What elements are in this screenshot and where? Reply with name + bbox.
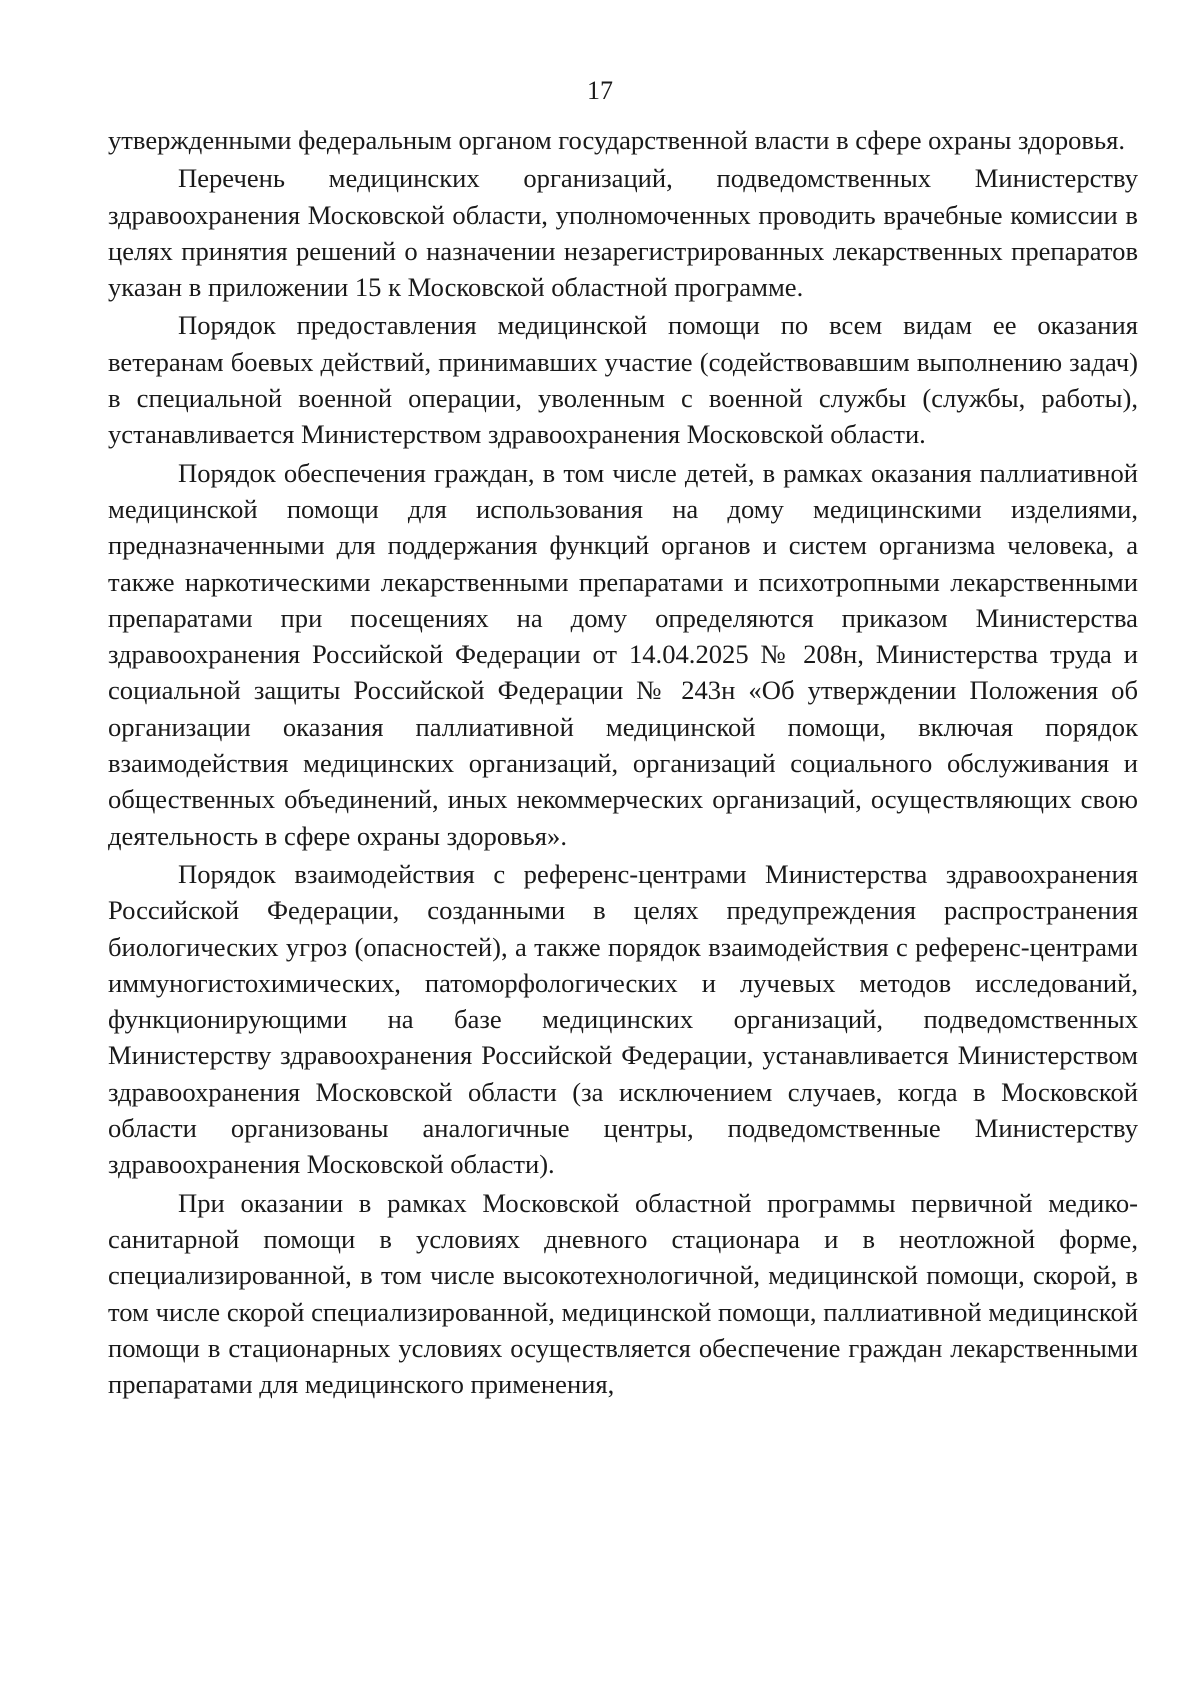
- paragraph-veterans-care: Порядок предоставления медицинской помощи по всем видам ее оказания ветеранам боевых действий, принимавших участие (содействовавшим выполнению задач) в специальной военной операции, уволенным с военной службы (службы, работы), устанавливается Министерством здравоохранения Московской области.: [108, 310, 1138, 450]
- document-body: [108, 122, 1138, 1402]
- paragraph-palliative-supply: Порядок обеспечения граждан, в том числе детей, в рамках оказания паллиативной медицинской помощи для использования на дому медицинскими изделиями, предназначенными для поддержания функций органов и систем организма человека, а также наркотическими лекарственными препаратами и психотропными лекарственными препаратами при посещениях на дому определяются приказом Министерства здравоохранения Российской Федерации от 14.04.2025 № 208н, Министерства труда и социальной защиты Российской Федерации № 243н «Об утверждении Положения об организации оказания паллиативной медицинской помощи, включая порядок взаимодействия медицинских организаций, организаций социального обслуживания и общественных объединений, иных некоммерческих организаций, осуществляющих свою деятельность в сфере охраны здоровья».: [108, 457, 1138, 851]
- paragraph-continuation: утвержденными федеральным органом государственной власти в сфере охраны здоровья.: [108, 125, 1125, 155]
- paragraph-drug-provision: При оказании в рамках Московской областной программы первичной медико-санитарной помощи в условиях дневного стационара и в неотложной форме, специализированной, в том числе высокотехнологичной, медицинской помощи, скорой, в том числе скорой специализированной, медицинской помощи, паллиативной медицинской помощи в стационарных условиях осуществляется обеспечение граждан лекарственными препаратами для медицинского применения,: [108, 1187, 1138, 1400]
- paragraph-reference-centers: Порядок взаимодействия с референс-центрами Министерства здравоохранения Российской Федерации, созданными в целях предупреждения распространения биологических угроз (опасностей), а также порядок взаимодействия с референс-центрами иммуногистохимических, патоморфологических и лучевых методов исследований, функционирующими на базе медицинских организаций, подведомственных Министерству здравоохранения Российской Федерации, устанавливается Министерством здравоохранения Московской области (за исключением случаев, когда в Московской области организованы аналогичные центры, подведомственные Министерству здравоохранения Московской области).: [108, 858, 1138, 1180]
- page-number: 17: [587, 76, 613, 105]
- paragraph-unregistered-drugs-commissions: Перечень медицинских организаций, подведомственных Министерству здравоохранения Московской области, уполномоченных проводить врачебные комиссии в целях принятия решений о назначении незарегистрированных лекарственных препаратов указан в приложении 15 к Московской областной программе.: [108, 163, 1138, 303]
